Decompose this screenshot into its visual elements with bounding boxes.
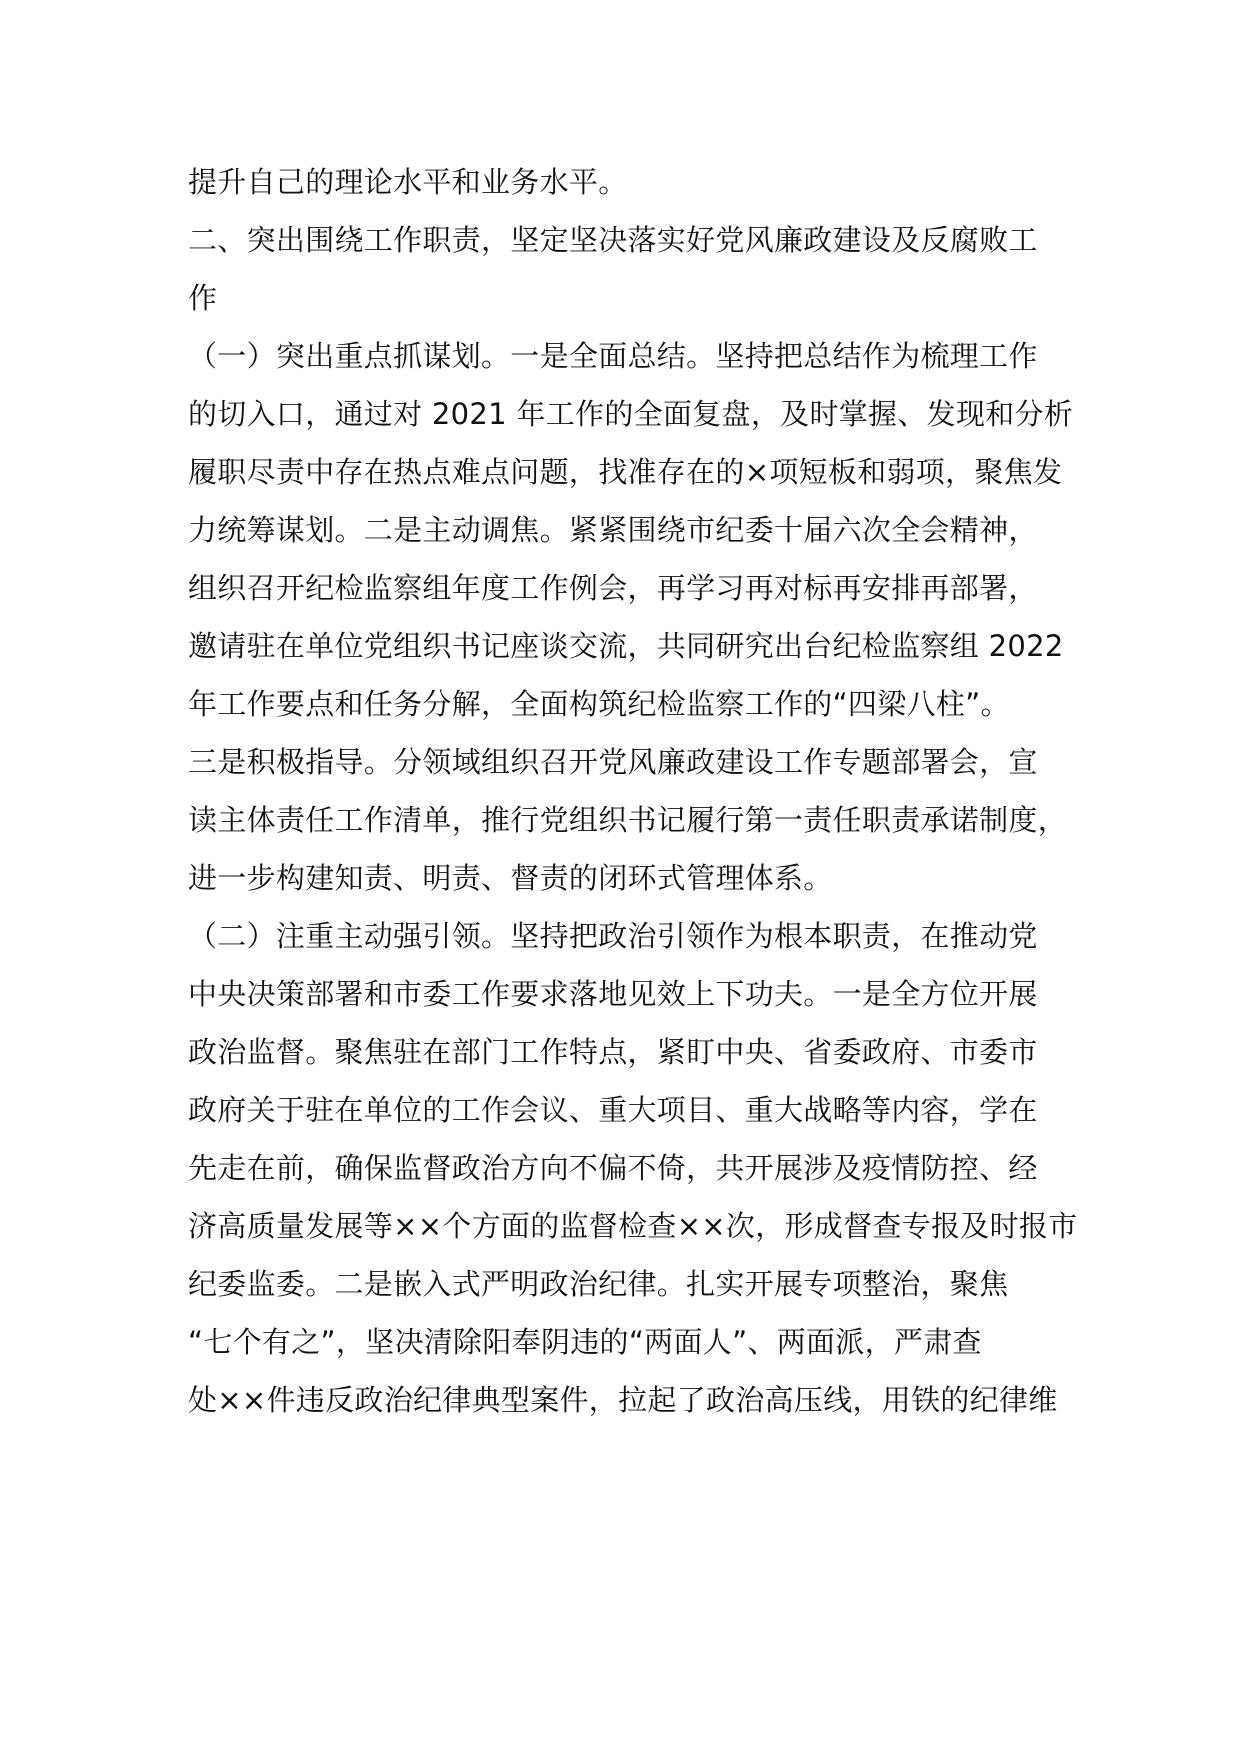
text-line: 政治监督。聚焦驻在部门工作特点，紧盯中央、省委政府、市委市 <box>188 1035 1038 1069</box>
text-line: 履职尽责中存在热点难点问题，找准存在的×项短板和弱项，聚焦发 <box>188 455 1063 489</box>
text-line: 年工作要点和任务分解，全面构筑纪检监察工作的“四梁八柱”。 <box>188 687 1010 721</box>
section-heading-line: 二、突出围绕工作职责，坚定坚决落实好党风廉政建设及反腐败工 <box>188 223 1038 257</box>
text-line: 组织召开纪检监察组年度工作例会，再学习再对标再安排再部署， <box>188 571 1038 605</box>
text-line: 进一步构建知责、明责、督责的闭环式管理体系。 <box>188 861 833 895</box>
text-line: 中央决策部署和市委工作要求落地见效上下功夫。一是全方位开展 <box>188 977 1038 1011</box>
text-line: （一）突出重点抓谋划。一是全面总结。坚持把总结作为梳理工作 <box>188 339 1038 373</box>
text-line: 读主体责任工作清单，推行党组织书记履行第一责任职责承诺制度， <box>188 803 1068 837</box>
text-line: 政府关于驻在单位的工作会议、重大项目、重大战略等内容，学在 <box>188 1093 1038 1127</box>
section-heading-line: 作 <box>188 281 218 315</box>
text-line: 纪委监委。二是嵌入式严明政治纪律。扎实开展专项整治，聚焦 <box>188 1267 1009 1301</box>
text-line: 济高质量发展等××个方面的监督检查××次，形成督查专报及时报市 <box>188 1209 1078 1243</box>
text-line: 提升自己的理论水平和业务水平。 <box>188 165 628 199</box>
text-line: “七个有之”，坚决清除阳奉阴违的“两面人”、两面派，严肃查 <box>188 1325 982 1359</box>
text-line: （二）注重主动强引领。坚持把政治引领作为根本职责，在推动党 <box>188 919 1038 953</box>
text-line: 三是积极指导。分领域组织召开党风廉政建设工作专题部署会，宣 <box>188 745 1038 779</box>
text-line: 的切入口，通过对 2021 年工作的全面复盘，及时掌握、发现和分析 <box>188 397 1074 431</box>
text-line: 力统筹谋划。二是主动调焦。紧紧围绕市纪委十届六次全会精神， <box>188 513 1038 547</box>
text-line: 处××件违反政治纪律典型案件，拉起了政治高压线，用铁的纪律维 <box>188 1383 1058 1417</box>
text-line: 先走在前，确保监督政治方向不偏不倚，共开展涉及疫情防控、经 <box>188 1151 1038 1185</box>
text-line: 邀请驻在单位党组织书记座谈交流，共同研究出台纪检监察组 2022 <box>188 629 1064 663</box>
